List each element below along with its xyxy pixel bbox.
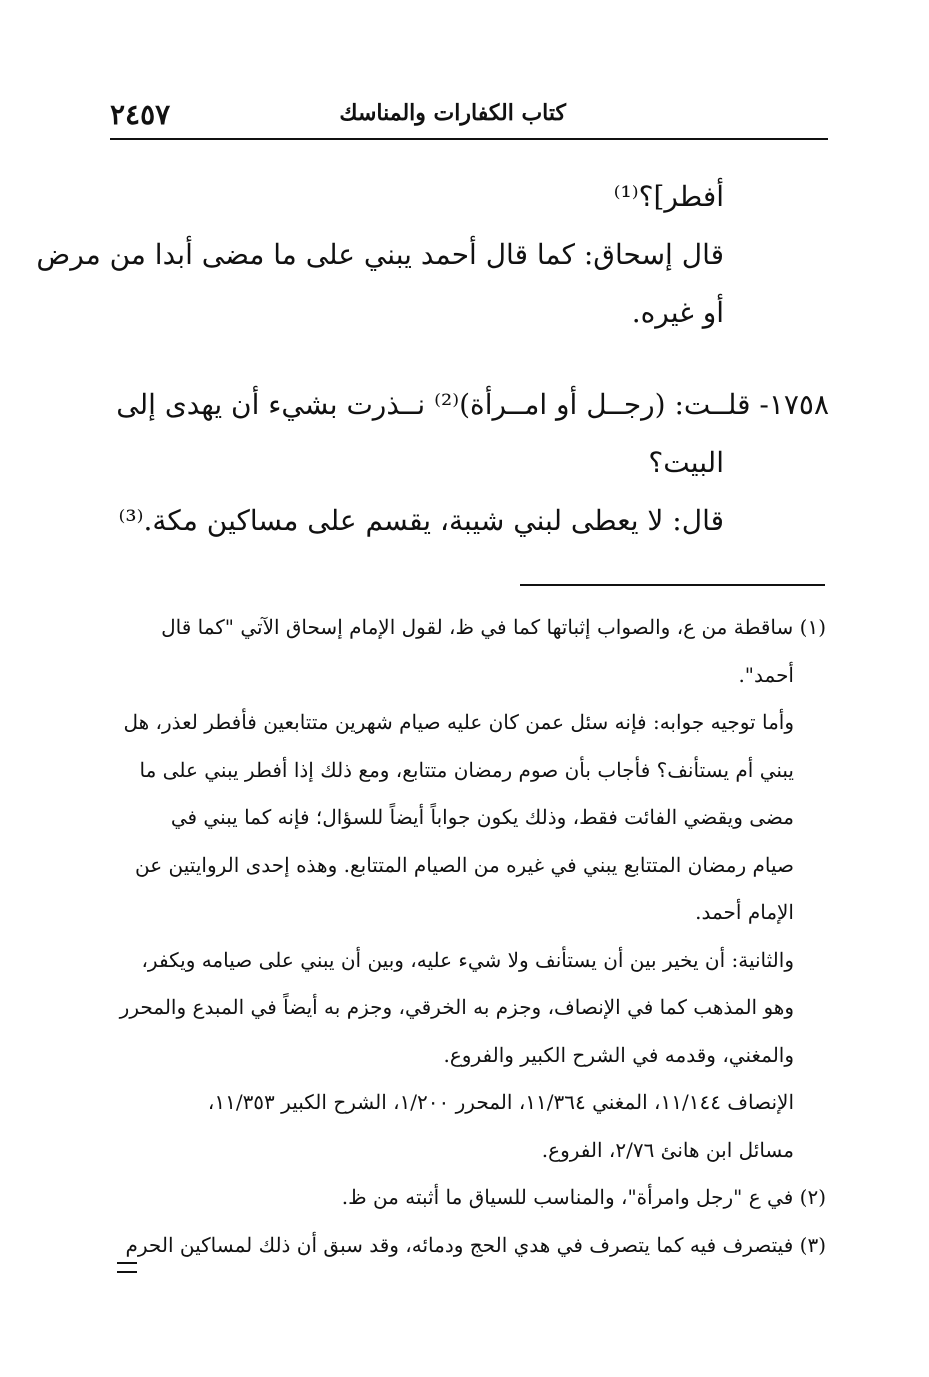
footnote-line: يبني أم يستأنف؟ فأجاب بأن صوم رمضان متتابع، ومع ذلك إذا أفطر يبني على ما [139,757,794,782]
continuation-mark [117,1262,137,1280]
main-line: أو غيره. [631,296,724,329]
footnote-line: وهو المذهب كما في الإنصاف، وجزم به الخرقي، وجزم به أيضاً في المبدع والمحرر [119,995,794,1019]
main-text [36,168,829,550]
footnote-separator [520,584,825,586]
footnote-line: (١) ساقطة من ع، والصواب إثباتها كما في ظ، لقول الإمام إسحاق الآتي "كما قال [161,615,826,639]
footnote-line: والمغني، وقدمه في الشرح الكبير والفروع. [443,1042,794,1067]
running-header [110,98,828,138]
main-line: قال إسحاق: كما قال أحمد يبني على ما مضى أبدا من مرض [36,238,724,271]
header-title: كتاب الكفارات والمناسك [339,100,566,126]
footnote-line: وأما توجيه جوابه: فإنه سئل عمن كان عليه صيام شهرين متتابعين فأفطر لعذر، هل [123,710,794,734]
answer-line: قال: لا يعطى لبني شيبة، يقسم على مساكين مكة.⁽³⁾ [118,504,724,537]
footnote-line: (٣) فيتصرف فيه كما يتصرف في هدي الحج ودمائه، وقد سبق أن ذلك لمساكين الحرم [125,1232,826,1257]
footnote-line: (٢) في ع "رجل وامرأة"، والمناسب للسياق ما أثبته من ظ. [341,1185,826,1209]
header-rule [110,138,828,140]
main-line: أفطر]؟⁽¹⁾ [613,180,724,213]
footnote-line: مسائل ابن هانئ ٢/٧٦، الفروع. [541,1137,794,1162]
footnote-line: مضى ويقضي الفائت فقط، وذلك يكون جواباً أيضاً للسؤال؛ فإنه كما يبني في [170,805,794,829]
footnote-line: والثانية: أن يخير بين أن يستأنف ولا شيء عليه، وبين أن يبني على صيامه ويكفر، [141,947,794,972]
main-line: البيت؟ [648,446,724,479]
question-line: ١٧٥٨- قلــت: (رجــل أو امــرأة)⁽²⁾ نــذرت بشيء أن يهدى إلى [116,388,829,421]
footnote-line: الإنصاف ١١/١٤٤، المغني ١١/٣٦٤، المحرر ١/٢٠٠، الشرح الكبير ١١/٣٥٣، [207,1090,794,1114]
footnotes [110,604,826,1269]
footnote-line: الإمام أحمد. [695,900,794,924]
footnote-line: أحمد". [738,662,794,687]
footnote-line: صيام رمضان المتتابع يبني في غيره من الصيام المتتابع. وهذه إحدى الروايتين عن [135,852,794,877]
page-number: ٢٤٥٧ [110,98,171,131]
